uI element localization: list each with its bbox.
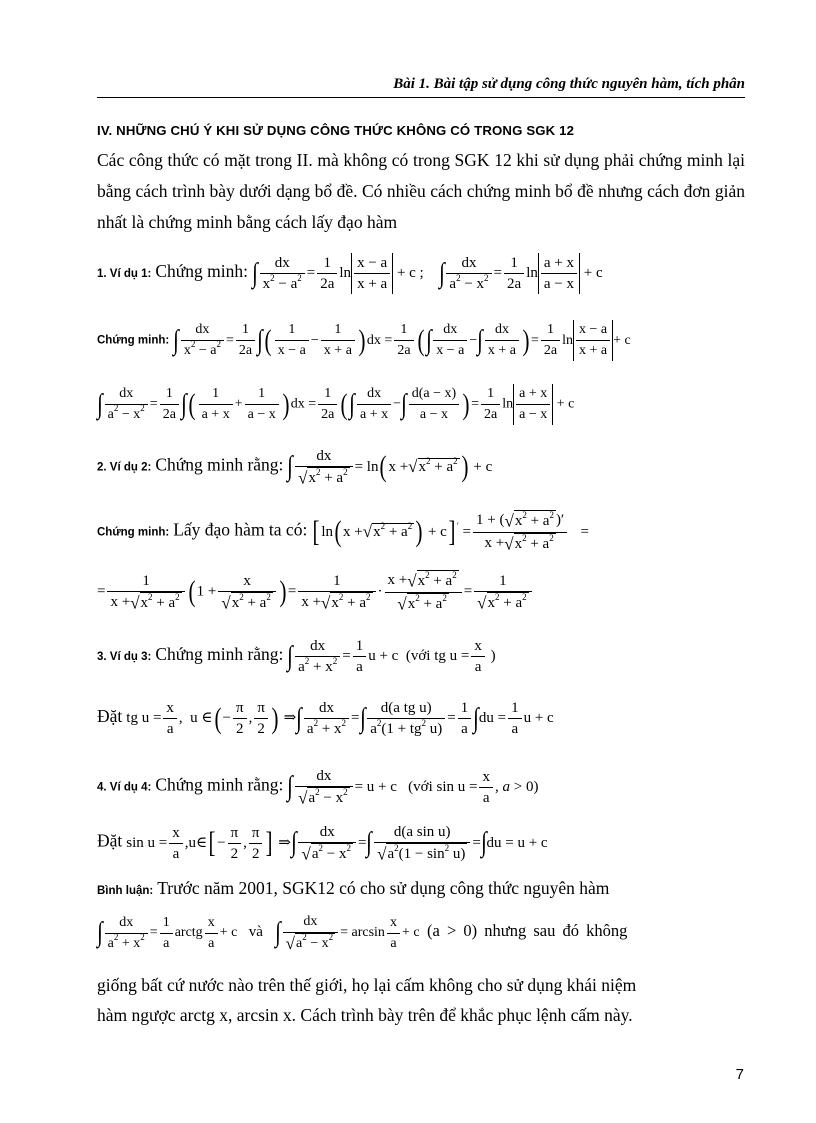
proof-2a [97, 510, 589, 554]
example-3-label: 3. Ví dụ 3: [97, 650, 152, 663]
proof-1a [97, 320, 631, 361]
comment-cond: (a > 0) nhưng sau đó không [427, 921, 628, 941]
proof-1b-formula: ∫ $\frac{dx}{a^2 - x^2}$ = $\frac{1}{2a}$ ∫( $\frac{1}{a + x}$ + $\frac{1}{a - x}$ ) dx = $\frac{1}{2a}$ (∫ $\frac{dx}{a + x}$ −∫ $\frac{d(a - x)}{a - x}$ ) = $\frac{1}{2a}$ ln $\frac{a + x}{a - x}$ + c [97, 384, 574, 425]
comment-label: Bình luận: [97, 885, 154, 897]
section-title: IV. NHỮNG CHÚ Ý KHI SỬ DỤNG CÔNG THỨC KHÔNG CÓ TRONG SGK 12 [97, 123, 575, 138]
header-rule [97, 97, 745, 98]
comment-formula-1: ∫ $\frac{dx}{a^2 + x^2}$ = $\frac{1}{a}$ arctg $\frac{x}{a}$ + c [97, 925, 241, 940]
substitution-3-formula: tg u = $\frac{x}{a}$ , u ∈( − $\frac{\pi}{2}$ , $\frac{\pi}{2}$ ) ⇒∫ $\frac{dx}{a^2 + x^2}$ =∫ $\frac{\text{d(a tg u)}}{a^2(1 + tg^2 u)}$ = $\frac{1}{a}$ ∫du = $\frac{1}{a}$ u + c [126, 700, 554, 737]
substitution-4-formula: sin u = $\frac{x}{a}$ ,u∈[ − $\frac{\pi}{2}$ , $\frac{\pi}{2}$ ] ⇒∫ $\frac{dx}{√a^2 - x^2}$ =∫ $\frac{\text{d(a sin u)}}{√a^2(1 - \sin^2 u)}$ =∫du = u + c [126, 824, 548, 864]
example-3-condition: (với [405, 647, 431, 664]
comment-and: và [248, 924, 263, 941]
comment-formula-2: ∫ $\frac{dx}{√a^2 - x^2}$ = arcsin $\frac{x}{a}$ + c [274, 914, 424, 953]
substitution-4 [97, 822, 548, 865]
example-2-formula: ∫ $\frac{dx}{√x^2 + a^2}$ = ln( $x +√x^2 + a^2$ ) + c [287, 448, 493, 488]
proof-label: Chứng minh: [97, 334, 170, 347]
page-number: 7 [735, 1066, 744, 1083]
example-1-formula: ∫ $\frac{dx}{x^2 - a^2}$ = $\frac{1}{2a}$ ln $\frac{x - a}{x + a}$ + c ; ∫ $\frac{dx}{a^2 - x^2}$ = $\frac{1}{2a}$ ln $\frac{a + x}{a - x}$ + c [251, 255, 603, 292]
comment-line-3: hàm ngược arctg x, arcsin x. Cách trình bày trên để khắc phục lệnh cấm này. [97, 1005, 633, 1025]
comment-line-2: giống bất cứ nước nào trên thế giới, họ lại cấm không cho sử dụng khái niệm [97, 975, 637, 995]
set-word-4: Đặt [97, 830, 123, 851]
example-4-text: Chứng minh rằng: [155, 774, 284, 795]
comment-formula-line [97, 912, 745, 954]
substitution-3 [97, 698, 554, 739]
proof-1a-formula: ∫ $\frac{dx}{x^2 - a^2}$ = $\frac{1}{2a}$ ∫( $\frac{1}{x - a}$ − $\frac{1}{x + a}$ ) dx = $\frac{1}{2a}$ (∫ $\frac{dx}{x - a}$ −∫ $\frac{dx}{x + a}$ ) = $\frac{1}{2a}$ ln $\frac{x - a}{x + a}$ + c [173, 333, 631, 348]
intro-paragraph: Các công thức có mặt trong II. mà không có trong SGK 12 khi sử dụng phải chứng minh lại bằng cách trình bày dưới dạng bổ đề. Có nhiều cách chứng minh bổ đề nhưng cách đơn giản nhất là chứng minh bằng cách lấy đạo hàm [97, 150, 745, 232]
comment-text-1: Trước năm 2001, SGK12 có cho sử dụng công thức nguyên hàm [157, 878, 610, 898]
proof-2a-formula: [ ln( $x +√x^2 + a^2$ ) + c] ′ = $\frac{1 + (√x^2 + a^2 )'}{x +√x^2 + a^2}$ = [312, 510, 589, 554]
example-3-formula: ∫ $\frac{dx}{a^2 + x^2}$ = $\frac{1}{a}$ u + c (với tg u = $\frac{x}{a}$ ) [287, 638, 496, 675]
proof-2-text: Lấy đạo hàm ta có: [173, 519, 308, 540]
proof-2-label: Chứng minh: [97, 526, 170, 539]
example-1-label: 1. Ví dụ 1: [97, 267, 152, 280]
example-4-formula: ∫ $\frac{dx}{√a^2 - x^2}$ = u + c (với sin u = $\frac{x}{a}$ , a > 0) [287, 768, 539, 808]
example-4 [97, 766, 538, 809]
example-2-label: 2. Ví dụ 2: [97, 461, 152, 474]
example-1-text: Chứng minh: [155, 260, 248, 281]
comment-line-1 [97, 878, 609, 899]
page-header: Bài 1. Bài tập sử dụng công thức nguyên hàm, tích phân [393, 76, 745, 92]
set-word-3: Đặt [97, 705, 123, 726]
example-1 [97, 253, 603, 294]
example-4-label: 4. Ví dụ 4: [97, 781, 152, 794]
example-4-condition: (với [408, 778, 433, 795]
example-2-text: Chứng minh rằng: [155, 454, 284, 475]
example-3 [97, 636, 496, 677]
proof-2b-formula: = $\frac{1}{x +√x^2 + a^2}$ ( 1 + $\frac{x}{√x^2 + a^2}$ ) = $\frac{1}{x +√x^2 + a^2}$ · $\frac{x +√x^2 + a^2}{√x^2 + a^2}$ = $\frac{1}{√x^2 + a^2}$ [97, 570, 534, 614]
example-3-text: Chứng minh rằng: [155, 643, 284, 664]
example-2 [97, 446, 492, 489]
